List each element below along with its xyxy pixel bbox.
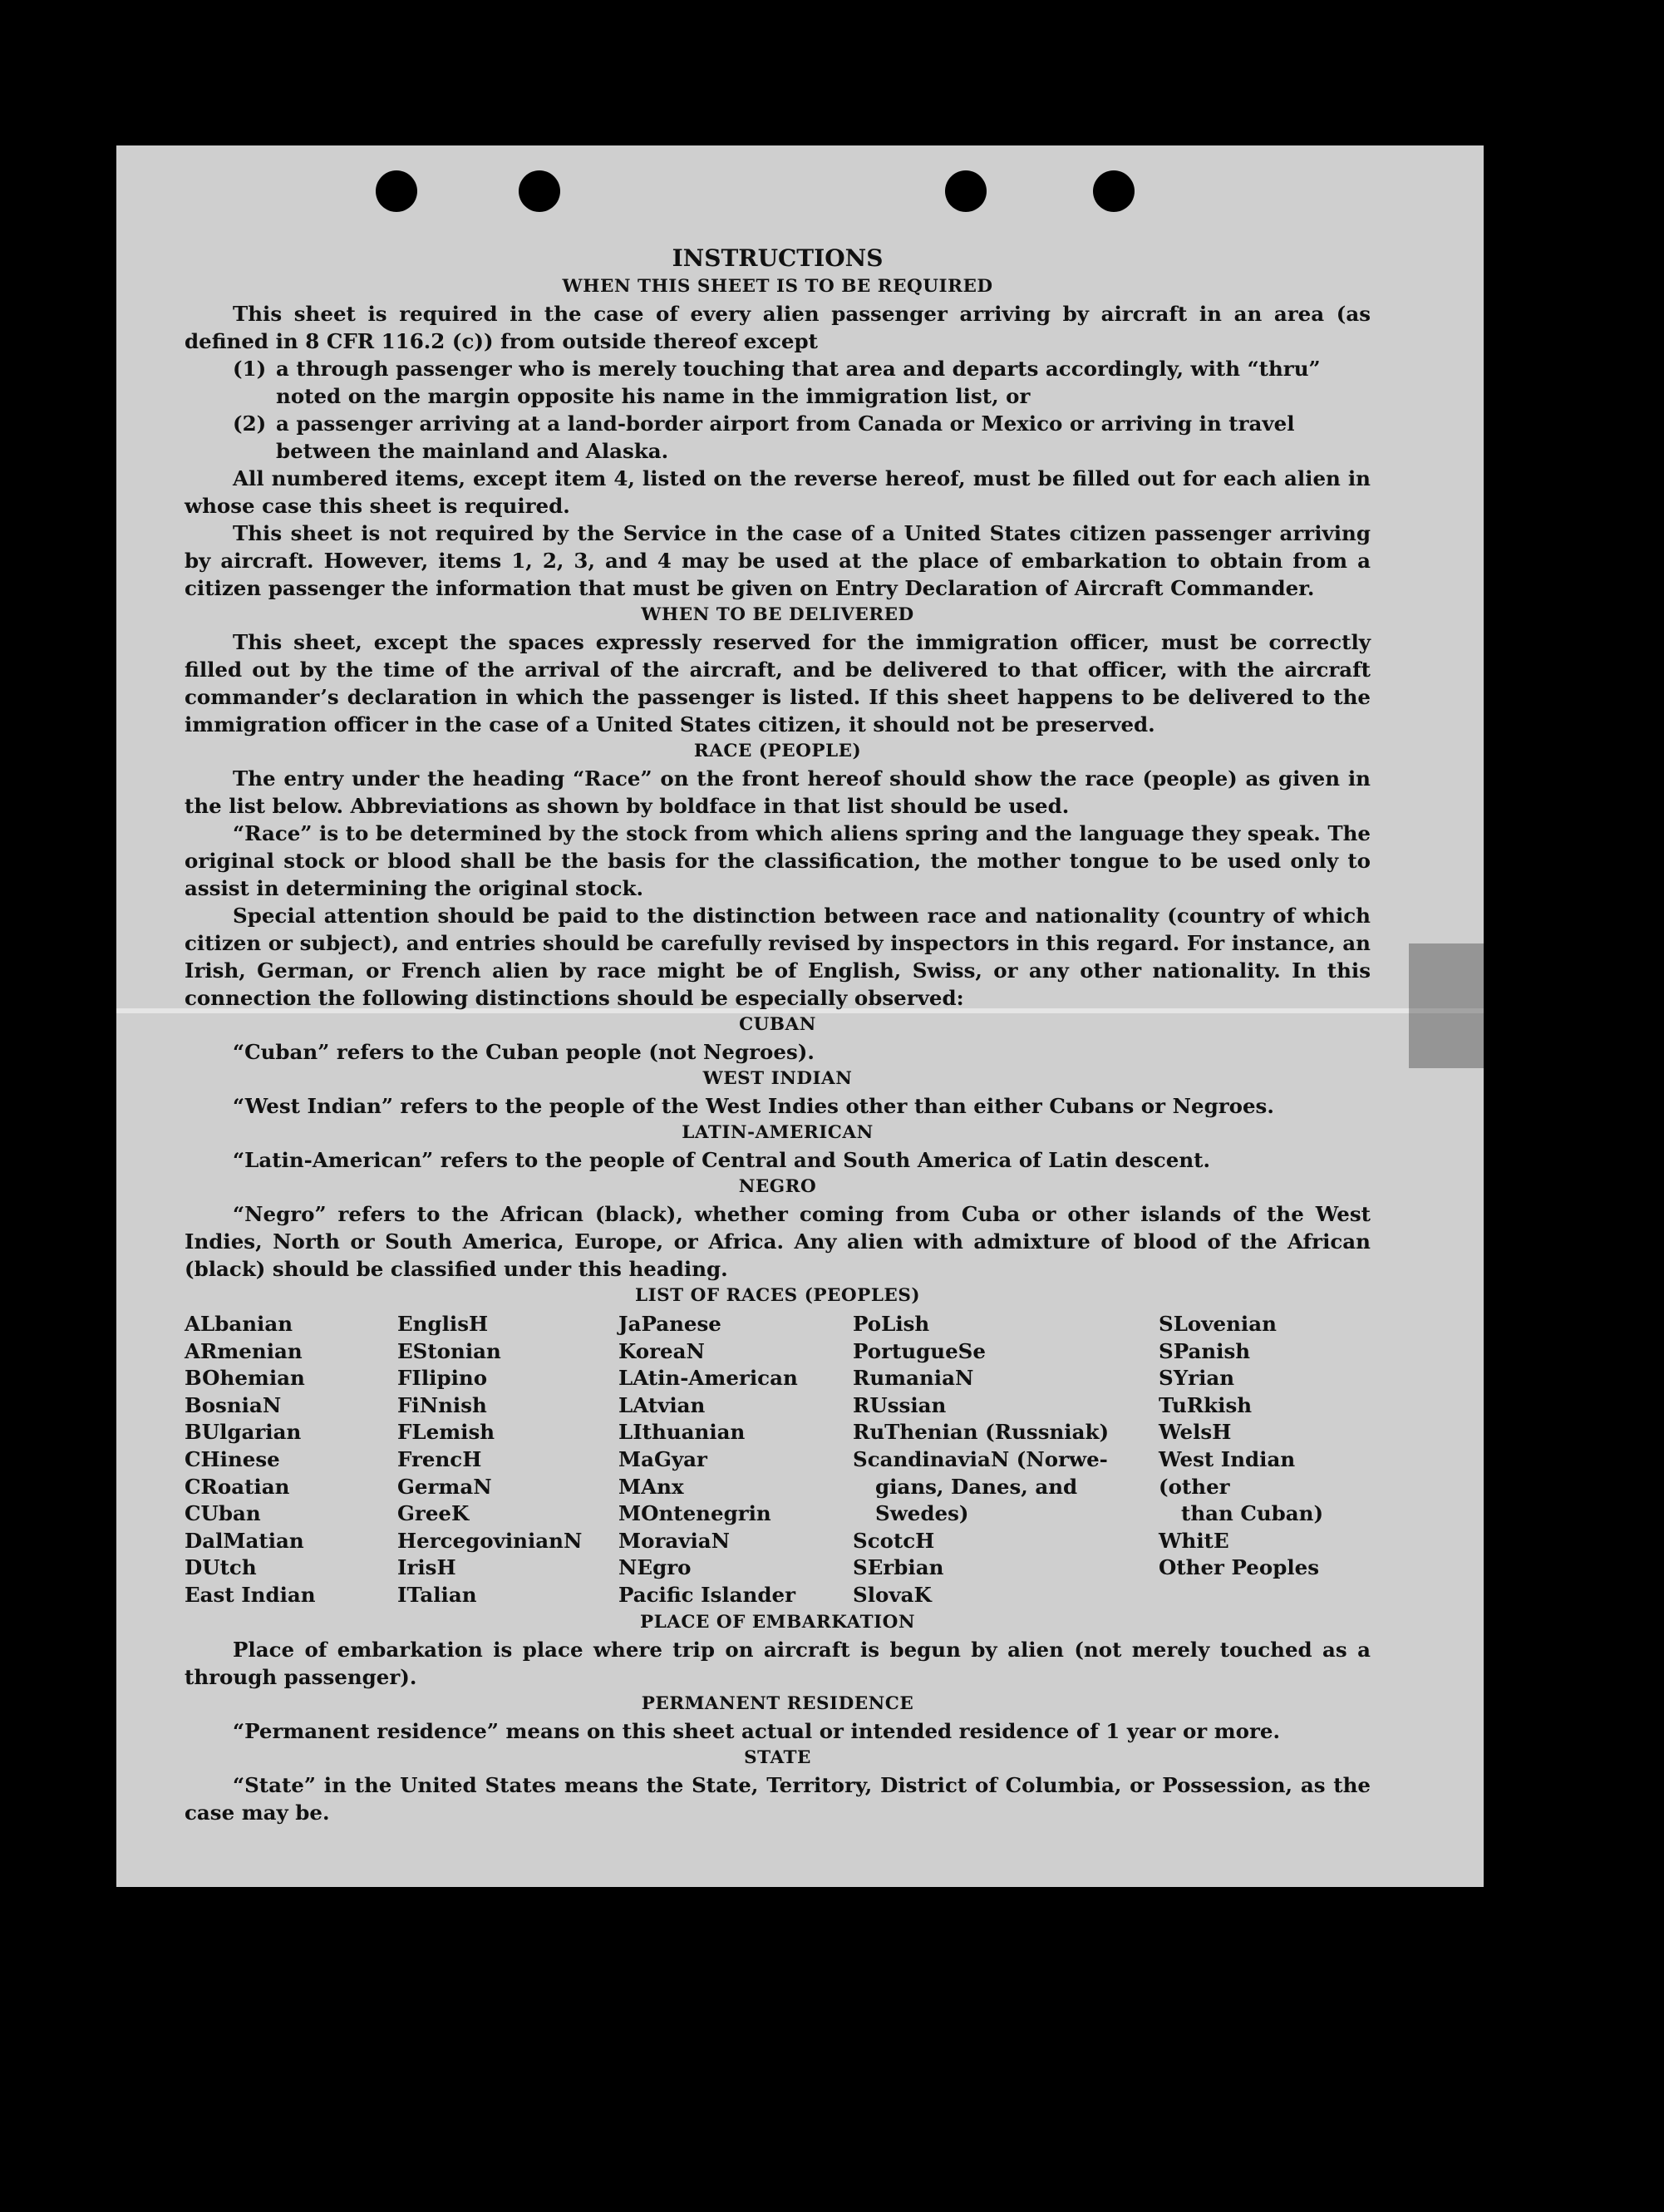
race-item: RumaniaN [853,1366,974,1391]
race-item: LIthuanian [618,1420,746,1445]
race-item: HercegovinianN [397,1528,583,1553]
instructions-body [185,244,1371,1826]
race-item: WhitE [1159,1528,1229,1553]
section-heading: WHEN THIS SHEET IS TO BE REQUIRED [562,276,993,297]
punch-hole [945,170,987,212]
race-item: WelsH [1159,1420,1232,1445]
stain [1409,943,1484,1068]
race-item: gians, Danes, and [875,1474,1078,1499]
race-item: DUtch [185,1555,257,1580]
document-sheet [116,145,1484,1887]
section-heading: CUBAN [739,1014,816,1035]
race-item: BUlgarian [185,1420,302,1445]
paragraph: The entry under the heading “Race” on the front hereof should show the race (people) as given in the list below. Abbreviations as shown by boldface in that list should be used. [185,766,1371,818]
race-item: TuRkish [1159,1392,1253,1417]
paragraph: All numbered items, except item 4, listed on the reverse hereof, must be filled out for each alien in whose case this sheet is required. [185,466,1371,518]
race-item: BOhemian [185,1366,305,1391]
race-item: FrencH [397,1446,482,1471]
race-item: CRoatian [185,1474,290,1499]
paragraph: “Race” is to be determined by the stock from which aliens spring and the language they speak. The original stock or blood shall be the basis for the classification, the mother tongue to be used only to assist in determining the original stock. [185,821,1371,900]
item-text: a through passenger who is merely touching that area and departs accordingly, with “thru” noted on the margin opposite his name in the immigration list, or [276,357,1321,408]
section-heading: WHEN TO BE DELIVERED [641,604,914,625]
race-item: GreeK [397,1501,470,1526]
punch-hole [1093,170,1135,212]
race-item: ALbanian [185,1312,293,1336]
section-heading: PERMANENT RESIDENCE [641,1692,914,1714]
paragraph: “Permanent residence” means on this sheet actual or intended residence of 1 year or more. [233,1718,1281,1743]
item-text: a passenger arriving at a land-border airport from Canada or Mexico or arriving in travel between the mainland and Alaska. [276,411,1295,463]
race-item: MoraviaN [618,1528,731,1553]
race-item: West Indian (other [1159,1446,1296,1499]
section-heading: RACE (PEOPLE) [693,741,862,761]
paragraph: “West Indian” refers to the people of the West Indies other than either Cubans or Negroes. [233,1094,1274,1118]
race-item: ScandinaviaN (Norwe- [853,1446,1108,1471]
race-item: SPanish [1159,1338,1251,1363]
race-item: SYrian [1159,1366,1235,1391]
section-heading: LIST OF RACES (PEOPLES) [634,1285,921,1306]
race-item: East Indian [185,1582,316,1607]
race-item: FLemish [397,1420,495,1445]
paragraph: “Negro” refers to the African (black), whether coming from Cuba or other islands of the West Indies, North or South America, Europe, or Africa. Any alien with admixture of blood of the African (black) should be classified under this heading. [185,1202,1371,1281]
list-item [233,410,1371,465]
race-item: PortugueSe [853,1338,986,1363]
page-title: INSTRUCTIONS [672,244,884,272]
race-item: Swedes) [875,1501,969,1526]
race-item: IrisH [397,1555,456,1580]
race-item: FIlipino [397,1366,488,1391]
section-heading: WEST INDIAN [702,1068,853,1089]
paragraph: This sheet is not required by the Service in the case of a United States citizen passenger arriving by aircraft. However, items 1, 2, 3, and 4 may be used at the place of embarkation to obtain from a citizen passenger the information that must be given on Entry Declaration of Aircraft Commander. [185,521,1371,600]
race-item: EnglisH [397,1312,489,1336]
paragraph: “Cuban” refers to the Cuban people (not Negroes). [233,1040,815,1064]
race-item: ARmenian [185,1338,303,1363]
section-heading: NEGRO [738,1176,817,1197]
race-item: RUssian [853,1392,947,1417]
section-heading: PLACE OF EMBARKATION [639,1611,916,1633]
race-item: than Cuban) [1181,1501,1324,1526]
race-item: GermaN [397,1474,492,1499]
paragraph: “Latin-American” refers to the people of Central and South America of Latin descent. [233,1148,1210,1172]
races-column [1159,1311,1371,1609]
race-item: MAnx [618,1474,684,1499]
paragraph: Special attention should be paid to the distinction between race and nationality (country of which citizen or subject), and entries should be carefully revised by inspectors in this regard. For instance, an Irish, German, or French alien by race might be of English, Swiss, or any other nationality. In this connection the following distinctions should be especially observed: [185,904,1371,1010]
races-column [185,1311,397,1609]
races-column [397,1311,618,1609]
paragraph: This sheet, except the spaces expressly reserved for the immigration officer, must be correctly filled out by the time of the arrival of the aircraft, and be delivered to that officer, with the aircraft commander’s declaration in which the passenger is listed. If this sheet happens to be delivered to the immigration officer in the case of a United States citizen, it should not be preserved. [185,630,1371,737]
race-item: SlovaK [853,1582,932,1607]
races-list [185,1311,1371,1609]
race-item: Pacific Islander [618,1582,795,1607]
race-item: KoreaN [618,1338,705,1363]
race-item: BosniaN [185,1392,282,1417]
races-column [853,1311,1159,1609]
paragraph: Place of embarkation is place where trip on aircraft is begun by alien (not merely touched as a through passenger). [185,1637,1371,1689]
race-item: CUban [185,1501,261,1526]
race-item: SErbian [853,1555,944,1580]
race-item: NEgro [618,1555,692,1580]
punch-hole [376,170,417,212]
race-item: EStonian [397,1338,501,1363]
paragraph: “State” in the United States means the State, Territory, District of Columbia, or Possession, as the case may be. [185,1772,1371,1825]
race-item: LAtin-American [618,1366,798,1391]
race-item: DalMatian [185,1528,304,1553]
item-number: (1) [233,357,267,381]
race-item: PoLish [853,1312,930,1336]
race-item: ITalian [397,1582,477,1607]
races-column [618,1311,853,1609]
race-item: MaGyar [618,1446,707,1471]
race-item: SLovenian [1159,1312,1277,1336]
race-item: RuThenian (Russniak) [853,1420,1110,1445]
race-item: Other Peoples [1159,1555,1320,1580]
section-heading: LATIN-AMERICAN [682,1122,874,1143]
section-heading: STATE [744,1746,811,1768]
punch-hole [519,170,560,212]
race-item: CHinese [185,1446,280,1471]
race-item: FiNnish [397,1392,487,1417]
race-item: MOntenegrin [618,1501,771,1526]
paragraph: This sheet is required in the case of every alien passenger arriving by aircraft in an area (as defined in 8 CFR 116.2 (c)) from outside thereof except [185,302,1371,353]
list-item [233,355,1371,410]
race-item: LAtvian [618,1392,706,1417]
item-number: (2) [233,411,267,436]
race-item: JaPanese [618,1312,721,1336]
race-item: ScotcH [853,1528,935,1553]
